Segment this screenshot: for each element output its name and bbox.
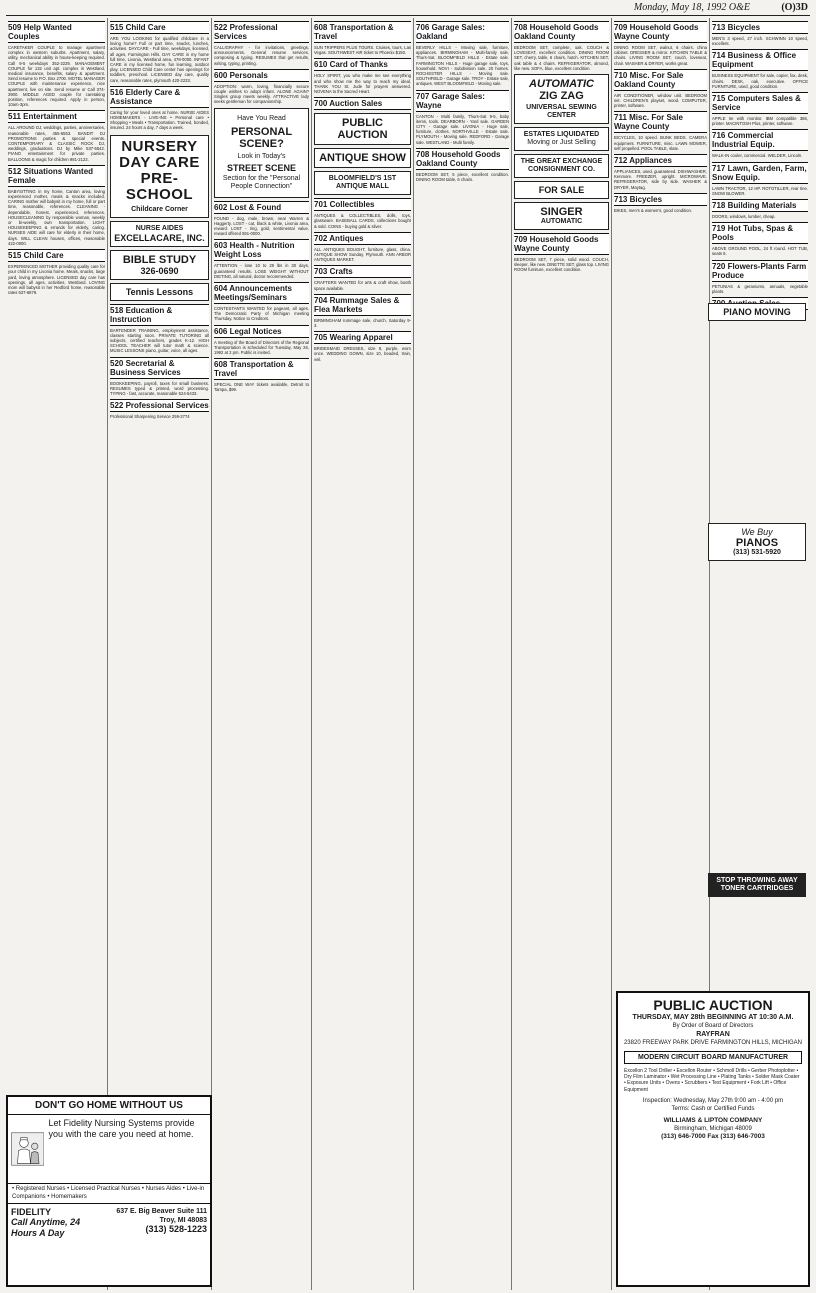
classification-heading: 511 Entertainment <box>8 110 105 123</box>
classified-ad-text: BIKES, men's & women's, good condition. <box>614 207 692 213</box>
classified-ad-text: ALL ANTIQUES BOUGHT, furniture, glass, china. ANTIQUE SHOW Sunday, Plymouth. ANN ARBOR ANTIQUES MARKET. <box>314 246 411 263</box>
classification-heading: 711 Misc. For Sale Wayne County <box>614 111 707 133</box>
classification-heading: 715 Computers Sales & Service <box>712 92 808 114</box>
fidelity-services: • Registered Nurses • Licensed Practical Nurses • Nurses Aides • Live-in Companions • Homemakers <box>8 1183 210 1204</box>
auction-date: THURSDAY, MAY 28th BEGINNING AT 10:30 A.M. <box>632 1014 794 1021</box>
auction-items: Excellon 2 Tool Driller • Excellon Router • Schmoll Drills • Gerber Photoplotter • Dry Film Laminator • Wet Processing Line • Plating Tanks • Solder Mask Coater • Exposure Units • Ovens • Scrubbers • Test Equipment • Fork Lift • Office Equipment <box>624 1068 800 1093</box>
classified-ad-text: CRAFTERS WANTED for arts & craft show, booth space available. <box>314 280 411 291</box>
auction-order: By Order of Board of Directors <box>672 1023 754 1029</box>
classified-ad-text: ATTENTION - lose 10 to 29 lbs in 30 days, guaranteed results. LOSE WEIGHT WITHOUT DIETING, all natural, doctor recommended. <box>214 263 309 279</box>
classified-ad-text: CARETAKER COUPLE to manage apartment complex in western suburbs. Apartment, salary, utility, mechanical ability in house-keeping required. Call 9-5 weekdays 352-2229. MANAGEMENT COUPLE for 132 unit apt. complex in Westland, medical insurance, benefits, salary & apartment. Send resume to P.O. Box 2700. MOTEL MANAGER COUPLE with maintenance experience, nice apartment, live on site. Send resume or Call 374-3900. MIDDLE AGED couple for caretaking position, references required. Apply in person, 10am-3pm. <box>8 45 105 108</box>
tennis-ad <box>110 283 209 301</box>
classification-heading: 707 Garage Sales: Wayne <box>416 90 509 112</box>
classified-ad-text: ALL AROUND DJ, weddings, parties, anniversaries, reasonable rates, 455-5553. BANDIT DJ PROMOTIONS parties & special events. CONTEMPORARY & CLASSIC ROCK DJ, weddings, graduations. DJ by Mike 537-5542. PIANO entertainment for private parties. BALLOONS & magic for children 981-2123. <box>8 125 105 162</box>
classification-heading: 518 Education & Instruction <box>110 304 209 326</box>
auction-location: 23820 FREEWAY PARK DRIVE FARMINGTON HILLS, MICHIGAN <box>623 1040 803 1046</box>
column-5 <box>414 18 512 1290</box>
zigzag-label: ZIG ZAG <box>539 90 584 103</box>
great-exchange-ad <box>514 154 609 178</box>
classification-heading: 512 Situations Wanted Female <box>8 165 105 187</box>
classification-heading: 712 Appliances <box>614 154 707 167</box>
classified-ad-text: BEVERLY HILLS - Moving sale, furniture, appliances. BIRMINGHAM - Multi-family sale, Thurs-Sat. BLOOMFIELD HILLS - Estate sale. FARMINGTON HILLS - Huge garage sale, toys, household. NOVI - Subdivision sale, 20 homes. ROCHESTER HILLS - Moving sale. SOUTHFIELD - Garage sale. TROY - Estate sale, antiques. WEST BLOOMFIELD - Moving sale. <box>416 45 509 87</box>
classified-ad-text: BOOKKEEPING, payroll, taxes for small business. RESUMES typed & printed, word processing. TYPING - fast, accurate, reasonable 524-5433. <box>110 380 209 397</box>
fidelity-brand: FIDELITY <box>11 1207 51 1217</box>
classified-ad-text: DOORS, windows, lumber, cheap. <box>712 214 776 220</box>
classified-ad-text: AIR CONDITIONER, window unit. BEDROOM set. CHILDREN'S playset, wood. COMPUTER, printer, software. <box>614 92 707 109</box>
column-5-ads <box>416 21 509 182</box>
classified-ad-text: ADOPTION: warm, loving, financially secure couple wishes to adopt infant. ALONE AGAIN? Singles group meets weekly. ATTRACTIVE lady seeks gentleman for companionship. <box>214 83 309 105</box>
classification-heading: 717 Lawn, Garden, Farm, Snow Equip. <box>712 163 807 182</box>
dont-go-home-title: DON'T GO HOME WITHOUT US <box>8 1097 210 1115</box>
street-scene-label: STREET SCENE <box>226 162 296 173</box>
column-8-ads <box>712 21 808 310</box>
classification-heading: 714 Business & Office Equipment <box>712 49 808 71</box>
classification-heading: 610 Card of Thanks <box>314 58 411 71</box>
look-in-today: Look in Today's <box>237 152 286 160</box>
we-buy-label: We Buy <box>741 527 773 537</box>
estates-subtitle: Moving or Just Selling <box>527 139 596 147</box>
classification-heading: 600 Personals <box>214 69 309 82</box>
column-6 <box>512 18 612 1290</box>
for-sale-ad <box>514 181 609 199</box>
classification-heading: 604 Announcements Meetings/Seminars <box>214 282 309 304</box>
classification-heading: 708 Household Goods Oakland County <box>514 21 609 43</box>
classified-ad-text: CALLIGRAPHY - for invitations, greetings, announcements. General resume services, composing & typing. RESUMES that get results, writing, typing, printing. <box>214 45 309 66</box>
antique-show-ad <box>314 148 411 168</box>
classified-ad-text: DINING ROOM SET, walnut, 6 chairs, china cabinet. DRESSER & mirror. KITCHEN TABLE & chairs. LIVING ROOM SET, couch, loveseat, chair. WASHER & DRYER, works great. <box>614 45 707 66</box>
piano-moving-title: PIANO MOVING <box>723 307 791 317</box>
classification-heading: 718 Building Materials <box>712 199 808 212</box>
nurse-aides-label: NURSE AIDES <box>135 224 184 232</box>
fidelity-footer <box>8 1204 210 1242</box>
personal-scene-ad <box>214 108 309 198</box>
singer-title: SINGER <box>540 206 583 219</box>
classified-ad-text: SUN TRIPPERS PLUS TOURS. Cruises, tours, Las Vegas. SOUTHWEST AIR ticket to Phoenix $150. <box>314 45 411 56</box>
masthead-rule <box>6 15 810 16</box>
antique-mall-title: BLOOMFIELD'S 1ST ANTIQUE MALL <box>328 175 397 191</box>
classification-heading: 606 Legal Notices <box>214 325 309 338</box>
fidelity-address: 637 E. Big Beaver Suite 111 Troy, MI 48083 <box>116 1208 207 1224</box>
issue-date: Monday, May 18, 1992 O&E <box>633 2 750 13</box>
column-3-ads-bottom <box>214 201 309 393</box>
classified-ad-text: BEDROOM SET, 7 piece, solid wood. COUCH, sleeper, like new. DINETTE SET, glass top. LIVING ROOM furniture, excellent condition. <box>514 257 609 273</box>
classification-heading: 522 Professional Services <box>214 21 309 43</box>
classified-ad-text: LAWN TRACTOR, 12 HP. ROTOTILLER, rear tine. SNOW BLOWER. <box>712 185 808 196</box>
we-buy-phone: (313) 531-5920 <box>733 549 781 556</box>
nurse-illustration-icon <box>11 1118 44 1180</box>
classified-ad-text: BABYSITTING in my home, Canton area, loving experienced mother, meals & snacks included. CARING mother will babysit in my home, full or part time, reasonable, references. CLEANING - dependable, honest, experienced, references. HOUSECLEANING by responsible woman, weekly or bi-weekly, own transportation. LIGHT HOUSEKEEPING & errands for elderly, caring. NURSES AIDE will care for elderly in their home, days. WILL CLEAN houses, offices, reasonable 422-0000. <box>8 188 105 246</box>
preschool-heading: PRE-SCHOOL <box>125 169 194 203</box>
column-4-ads-bottom <box>314 198 411 362</box>
classification-heading: 603 Health - Nutrition Weight Loss <box>214 239 309 261</box>
auctioneer-name: WILLIAMS & LIPTON COMPANY <box>663 1116 763 1124</box>
auctioneer-address: Birmingham, Michigan 48009 <box>674 1125 752 1132</box>
daycare-heading: DAY CARE <box>119 153 200 171</box>
zigzag-sewing-ad <box>514 74 609 124</box>
classified-ad-text: PETUNIAS & geraniums, annuals, vegetable plants. <box>712 283 808 294</box>
auctioneer-phone: (313) 646-7000 Fax (313) 646-7003 <box>661 1132 765 1140</box>
classified-ad-text: ABOVE GROUND POOL, 24 ft round. HOT TUB, seats 6. <box>712 246 808 257</box>
classification-heading: 709 Household Goods Wayne County <box>514 233 609 255</box>
childcare-corner-label: Childcare Corner <box>131 205 188 213</box>
classification-heading: 602 Lost & Found <box>214 201 309 214</box>
fidelity-call-anytime: Call Anytime, 24 Hours A Day <box>11 1217 81 1238</box>
classified-ad-text: BIRMINGHAM rummage sale, church, Saturday 9-3. <box>314 317 411 329</box>
classification-heading: 713 Bicycles <box>614 193 707 206</box>
classified-ad-text: WALK-IN cooler, commercial. WELDER, Lincoln. <box>712 153 803 159</box>
auction-mcb-banner: MODERN CIRCUIT BOARD MANUFACTURER <box>624 1051 802 1064</box>
classification-heading: 704 Rummage Sales & Flea Markets <box>314 294 411 316</box>
personal-people-connection: Section for the "Personal People Connection" <box>222 174 301 190</box>
classified-ad-text: SPECIAL ONE WAY tickets available, Detroit to Tampa, $99. <box>214 382 309 393</box>
we-buy-pianos-ad <box>708 523 806 561</box>
for-sale-title: FOR SALE <box>538 185 585 196</box>
classification-heading: 515 Child Care <box>110 21 209 34</box>
classification-heading: 522 Professional Services <box>110 401 209 411</box>
auction-company: RAYFRAN <box>696 1031 730 1038</box>
classification-heading: 703 Crafts <box>314 265 411 278</box>
singer-ad <box>514 202 609 230</box>
classified-ad-text: ARE YOU LOOKING for qualified childcare in a loving home? Full or part time, snacks, lunches, activities. DAYCARE - Full time, weekdays, licensed, all ages, Farmington Hills. DAY CARE in my home full time, Livonia, Westland area, 478-0000. INFANT CARE in my licensed home, fun learning, outdoor play. LICENSED Child Care center has openings for toddlers, preschool. LICENSED day care, quality care, reasonable rates, plymouth 420-2233. <box>110 36 209 83</box>
classified-ad-text: CONTESTANTS WANTED for pageant, all ages. The Democratic Party of Michigan meeting Thursday. Notice to Creditors. <box>214 306 309 322</box>
antique-show-title: ANTIQUE SHOW <box>319 152 406 165</box>
bible-study-title: BIBLE STUDY <box>122 253 197 266</box>
classified-ad-text: BARTENDER TRAINING, employment assistance, classes starting soon. PRIVATE TUTORING all subjects, certified teachers, grades K-12. HIGH SCHOOL TEACHER will tutor math & science. MUSIC LESSONS piano, guitar, voice, all ages. <box>110 327 209 354</box>
universal-sewing-label: UNIVERSAL SEWING CENTER <box>526 104 597 120</box>
column-4 <box>312 18 414 1290</box>
auction-title: PUBLIC AUCTION <box>653 997 773 1013</box>
toner-cartridges-ad <box>708 873 806 897</box>
column-6-ads-bottom <box>514 233 609 273</box>
column-2-ads-bottom <box>110 304 209 420</box>
classified-ad-text: CANTON - Multi family, Thurs-Sat 9-5, baby items, tools. DEARBORN - Yard sale. GARDEN CITY - Garage sale. LIVONIA - Huge sale, furniture, clothes. NORTHVILLE - Estate sale. PLYMOUTH - Moving sale. REDFORD - Garage sale. WESTLAND - Multi family. <box>416 113 509 145</box>
classified-ad-text: Caring for your loved ones at home. NURSE AIDES HOMEMAKERS - LIVE-INS • Personal care • Shopping • Meals • Transportation. Trained, bonded, insured. 24 hours a day, 7 days a week. <box>110 109 209 131</box>
nursery-daycare-ad <box>110 135 209 218</box>
classification-heading: 705 Wearing Apparel <box>314 331 411 344</box>
classification-heading: 706 Garage Sales: Oakland <box>416 21 509 43</box>
classified-ad-text: APPLE IIe with monitor. IBM compatible 386, printer. MACINTOSH Plus, printer, software. <box>712 116 808 127</box>
excellacare-name: EXCELLACARE, INC. <box>114 232 205 243</box>
classification-heading: 708 Household Goods Oakland County <box>416 148 509 170</box>
fidelity-tagline: Let Fidelity Nursing Systems provide you with the care you need at home. <box>48 1118 195 1139</box>
excellacare-ad <box>110 221 209 247</box>
classified-ad-text: APPLIANCES, used, guaranteed. DISHWASHER, Kenmore. FREEZER, upright. MICROWAVE. REFRIGERATOR, side by side. WASHER & DRYER, Maytag. <box>614 169 707 190</box>
column-1-ads <box>8 21 105 295</box>
public-auction-notice <box>314 113 411 145</box>
classified-ad-text: EXPERIENCED MOTHER providing quality care for your child in my Livonia home. Meals, snacks, large yard, loving atmosphere. LICENSED day care has openings, all ages, activities, Westland. LOVING mom will babysit in her Redford home, reasonable rates 537-6879. <box>8 264 105 296</box>
classification-heading: 509 Help Wanted Couples <box>8 21 105 43</box>
bible-study-phone: 326-0690 <box>140 265 179 276</box>
toner-title: STOP THROWING AWAY TONER CARTRIDGES <box>716 877 798 892</box>
singer-subtitle: AUTOMATIC <box>540 218 583 226</box>
estates-liquidated-ad <box>514 127 609 151</box>
classification-heading: 515 Child Care <box>8 249 105 262</box>
masthead <box>0 0 816 16</box>
classified-ad-text: MEN'S 3 speed, 27 inch. SCHWINN 10 speed, excellent. <box>712 36 808 47</box>
column-3 <box>212 18 312 1290</box>
classified-ad-text: BEDROOM SET, complete, oak. COUCH & LOVESEAT, excellent condition. DINING ROOM SET, cherry, table, 6 chairs, hutch. KITCHEN SET, oak table & 4 chairs. REFRIGERATOR, almond, like new. SOFA, blue, excellent condition. <box>514 45 609 71</box>
public-auction-notice-title: PUBLIC AUCTION <box>337 117 388 142</box>
auction-terms: Terms: Cash or Certified Funds <box>671 1105 755 1112</box>
classification-heading: 701 Collectibles <box>314 198 411 211</box>
classified-ad-text: Professional Sharpening Service 259-3774 <box>110 414 190 420</box>
fidelity-phone: (313) 528-1223 <box>145 1224 207 1234</box>
auction-inspection: Inspection: Wednesday, May 27th 9:00 am - 4:00 pm <box>642 1097 784 1104</box>
automatic-label: AUTOMATIC <box>529 78 594 91</box>
classified-ad-text: HOLY SPIRIT, you who make me see everything and who show me the way to reach my ideal. THANK YOU St. Jude for prayers answered. NOVENA to the Sacred Heart. <box>314 73 411 95</box>
antique-mall-ad <box>314 171 411 195</box>
classification-heading: 608 Transportation & Travel <box>214 358 309 380</box>
classified-ad-text: BEDROOM SET, 5 piece, excellent condition. DINING ROOM table, 6 chairs. <box>416 171 509 183</box>
classification-heading: 713 Bicycles <box>712 21 808 34</box>
column-2-ads-top <box>110 21 209 131</box>
have-you-read: Have You Read <box>237 114 286 122</box>
page-number: (O)3D <box>781 2 808 13</box>
classification-heading: 719 Hot Tubs, Spas & Pools <box>712 222 808 244</box>
classified-ad-text: BICYCLES, 10 speed. BUNK BEDS. CAMERA equipment. FURNITURE, misc. LAWN MOWER, self propelled. POOL TABLE, slate. <box>614 135 707 151</box>
great-exchange-title: THE GREAT EXCHANGE CONSIGNMENT CO. <box>520 158 603 174</box>
classified-ad-text: A meeting of the Board of Directors of the Regional Transportation is scheduled for Tuesday, May 26, 1992 at 2 pm. Public is invited. <box>214 339 309 356</box>
classified-ad-text: ANTIQUES & COLLECTIBLES, dolls, toys, glassware. BASEBALL CARDS, collections bought & sold. COINS - buying gold & silver. <box>314 213 411 229</box>
classification-heading: 709 Household Goods Wayne County <box>614 21 707 43</box>
pianos-label: PIANOS <box>735 537 779 549</box>
classification-heading: 516 Elderly Care & Assistance <box>110 86 209 108</box>
column-6-ads-top <box>514 21 609 71</box>
classification-heading: 716 Commercial Industrial Equip. <box>712 129 808 151</box>
classification-heading: 608 Transportation & Travel <box>314 21 411 43</box>
estates-title: ESTATES LIQUIDATED <box>523 131 600 139</box>
classified-ad-text: BUSINESS EQUIPMENT for sale, copier, fax, desk, chairs. DESK, oak, executive. OFFICE FURNITURE, used, good condition. <box>712 73 808 89</box>
fidelity-body <box>8 1115 210 1183</box>
column-7-ads <box>614 21 707 213</box>
classified-ad-text: BRIDESMAID DRESSES, size 8, purple, worn once. WEDDING GOWN, size 10, beaded, train, veil. <box>314 346 411 362</box>
classification-heading: 710 Misc. For Sale Oakland County <box>614 69 707 91</box>
classification-heading: 720 Flowers-Plants Farm Produce <box>712 261 807 280</box>
classification-heading: 700 Auction Sales <box>314 97 411 110</box>
nursery-heading: NURSERY <box>121 137 198 155</box>
classified-ad-text: FOUND - dog, male, brown, near Warren & Haggerty. LOST - cat, black & white, Livonia area, reward. LOST - ring, gold, sentimental value, reward offered 591-0000. <box>214 215 309 237</box>
bible-study-ad <box>110 250 209 280</box>
personal-scene-title: PERSONAL SCENE? <box>230 125 293 150</box>
classification-heading: 520 Secretarial & Business Services <box>110 357 209 379</box>
fidelity-nursing-ad <box>6 1095 212 1287</box>
piano-moving-ad <box>708 303 806 321</box>
classification-heading: 702 Antiques <box>314 232 411 245</box>
column-4-ads-top <box>314 21 411 110</box>
tennis-title: Tennis Lessons <box>125 286 194 297</box>
column-3-ads-top <box>214 21 309 105</box>
rayfran-auction-ad <box>616 991 810 1287</box>
